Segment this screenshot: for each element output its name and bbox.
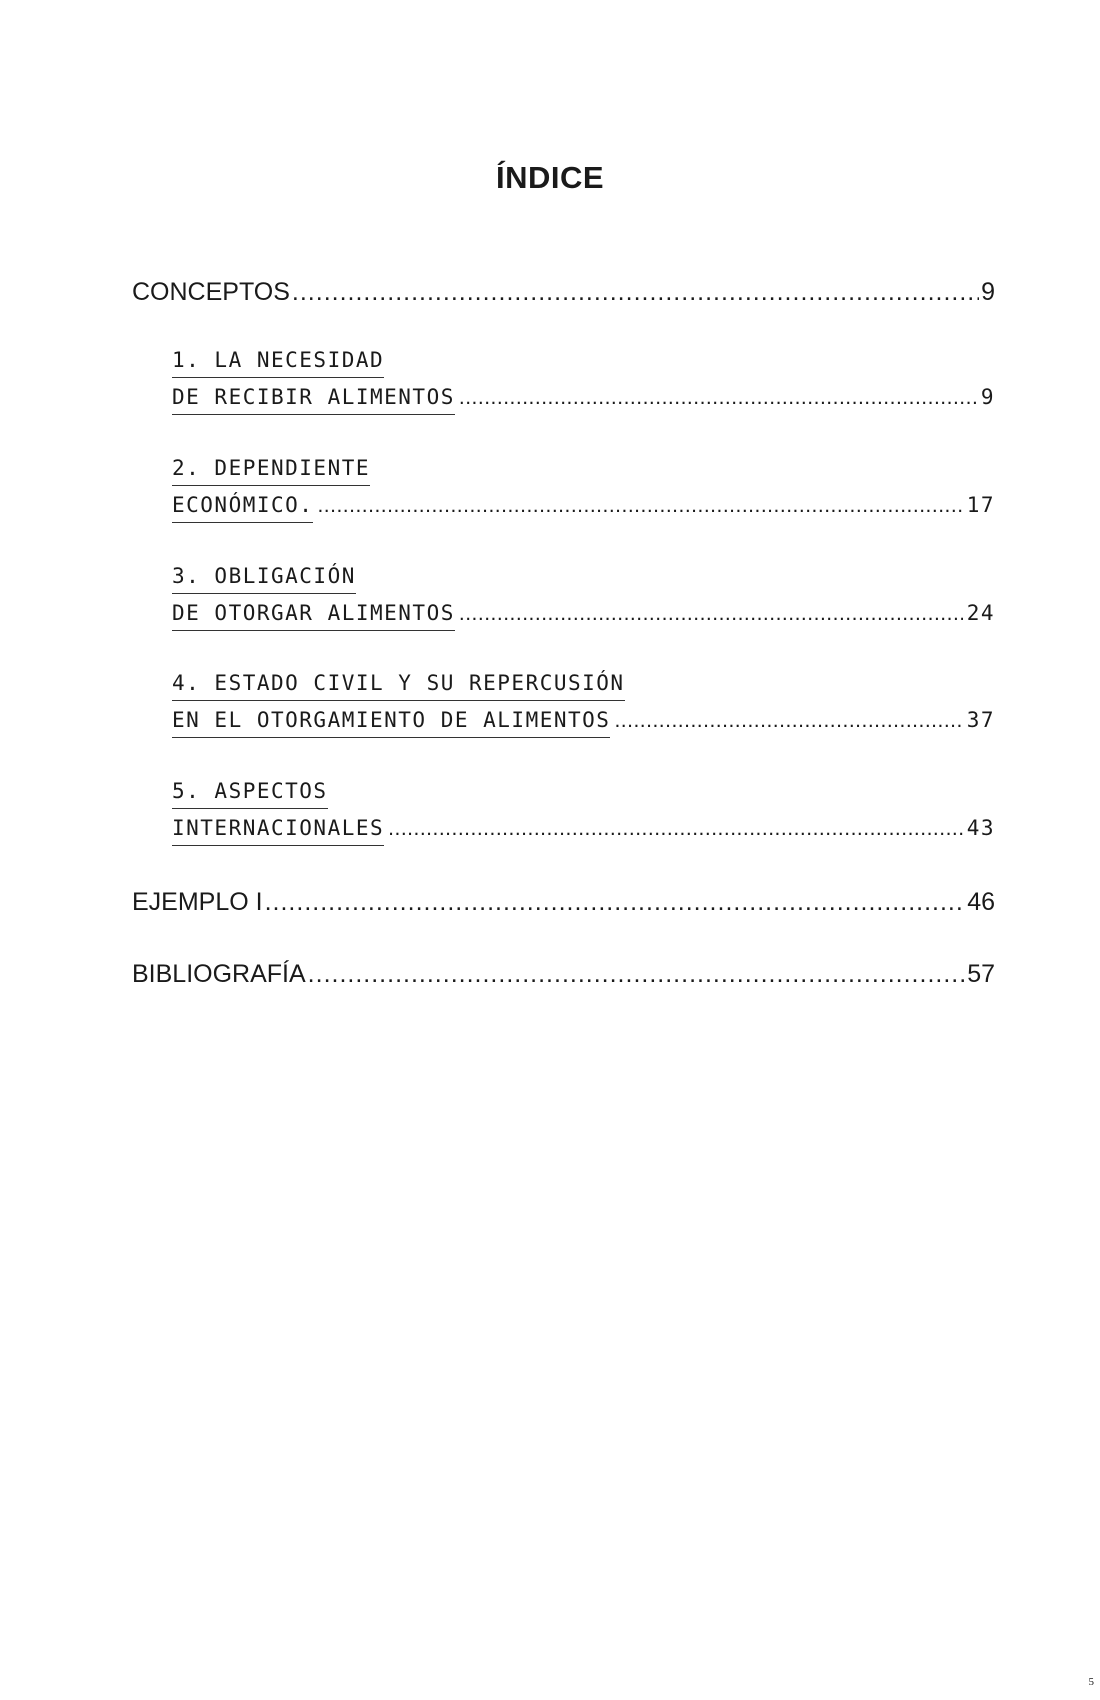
toc-page-number: 9 bbox=[980, 385, 995, 409]
toc-subentry-title-line1: 1. LA NECESIDAD bbox=[172, 345, 384, 378]
toc-leader-dots bbox=[292, 276, 979, 308]
toc-subentry-title-line2: DE RECIBIR ALIMENTOS bbox=[172, 382, 455, 415]
toc-page-number: 9 bbox=[981, 278, 995, 306]
toc-leader-dots bbox=[459, 602, 963, 626]
toc-subentry-title-line1: 2. DEPENDIENTE bbox=[172, 453, 370, 486]
toc-entry-bibliografia[interactable] bbox=[132, 958, 995, 990]
toc-entry-ejemplo[interactable] bbox=[132, 886, 995, 918]
toc-subentry-title-line2: EN EL OTORGAMIENTO DE ALIMENTOS bbox=[172, 705, 610, 738]
toc-subentry-2[interactable] bbox=[172, 453, 995, 523]
toc-entry-label: CONCEPTOS bbox=[132, 278, 290, 306]
toc-subentry-4[interactable] bbox=[172, 668, 995, 738]
toc-leader-dots bbox=[265, 886, 966, 918]
toc-leader-dots bbox=[388, 817, 963, 841]
toc-page-number: 24 bbox=[966, 601, 995, 625]
toc-page-number: 46 bbox=[967, 888, 995, 916]
toc-subentry-3[interactable] bbox=[172, 561, 995, 631]
toc-subentry-1[interactable] bbox=[172, 345, 995, 415]
toc-subentry-title-line1: 4. ESTADO CIVIL Y SU REPERCUSIÓN bbox=[172, 668, 625, 701]
toc-subentry-title-line2: DE OTORGAR ALIMENTOS bbox=[172, 598, 455, 631]
toc-subentry-5[interactable] bbox=[172, 776, 995, 846]
toc-page-number: 57 bbox=[967, 960, 995, 988]
toc-leader-dots bbox=[308, 958, 966, 990]
toc-leader-dots bbox=[459, 386, 977, 410]
toc-entry-label: BIBLIOGRAFÍA bbox=[132, 960, 306, 988]
toc-entry-label: EJEMPLO I bbox=[132, 888, 263, 916]
toc-subentry-title-line2: INTERNACIONALES bbox=[172, 813, 384, 846]
toc-leader-dots bbox=[317, 494, 962, 518]
toc-leader-dots bbox=[614, 709, 962, 733]
toc-subentry-title-line2: ECONÓMICO. bbox=[172, 490, 313, 523]
page-number-footer: 5 bbox=[1088, 1676, 1094, 1688]
toc-subentry-title-line1: 3. OBLIGACIÓN bbox=[172, 561, 356, 594]
toc-page-number: 37 bbox=[966, 708, 995, 732]
toc-page-number: 43 bbox=[966, 816, 995, 840]
toc-page-number: 17 bbox=[966, 493, 995, 517]
page-title: ÍNDICE bbox=[495, 160, 605, 195]
toc-entry-conceptos[interactable] bbox=[132, 276, 995, 308]
toc-subentry-title-line1: 5. ASPECTOS bbox=[172, 776, 328, 809]
